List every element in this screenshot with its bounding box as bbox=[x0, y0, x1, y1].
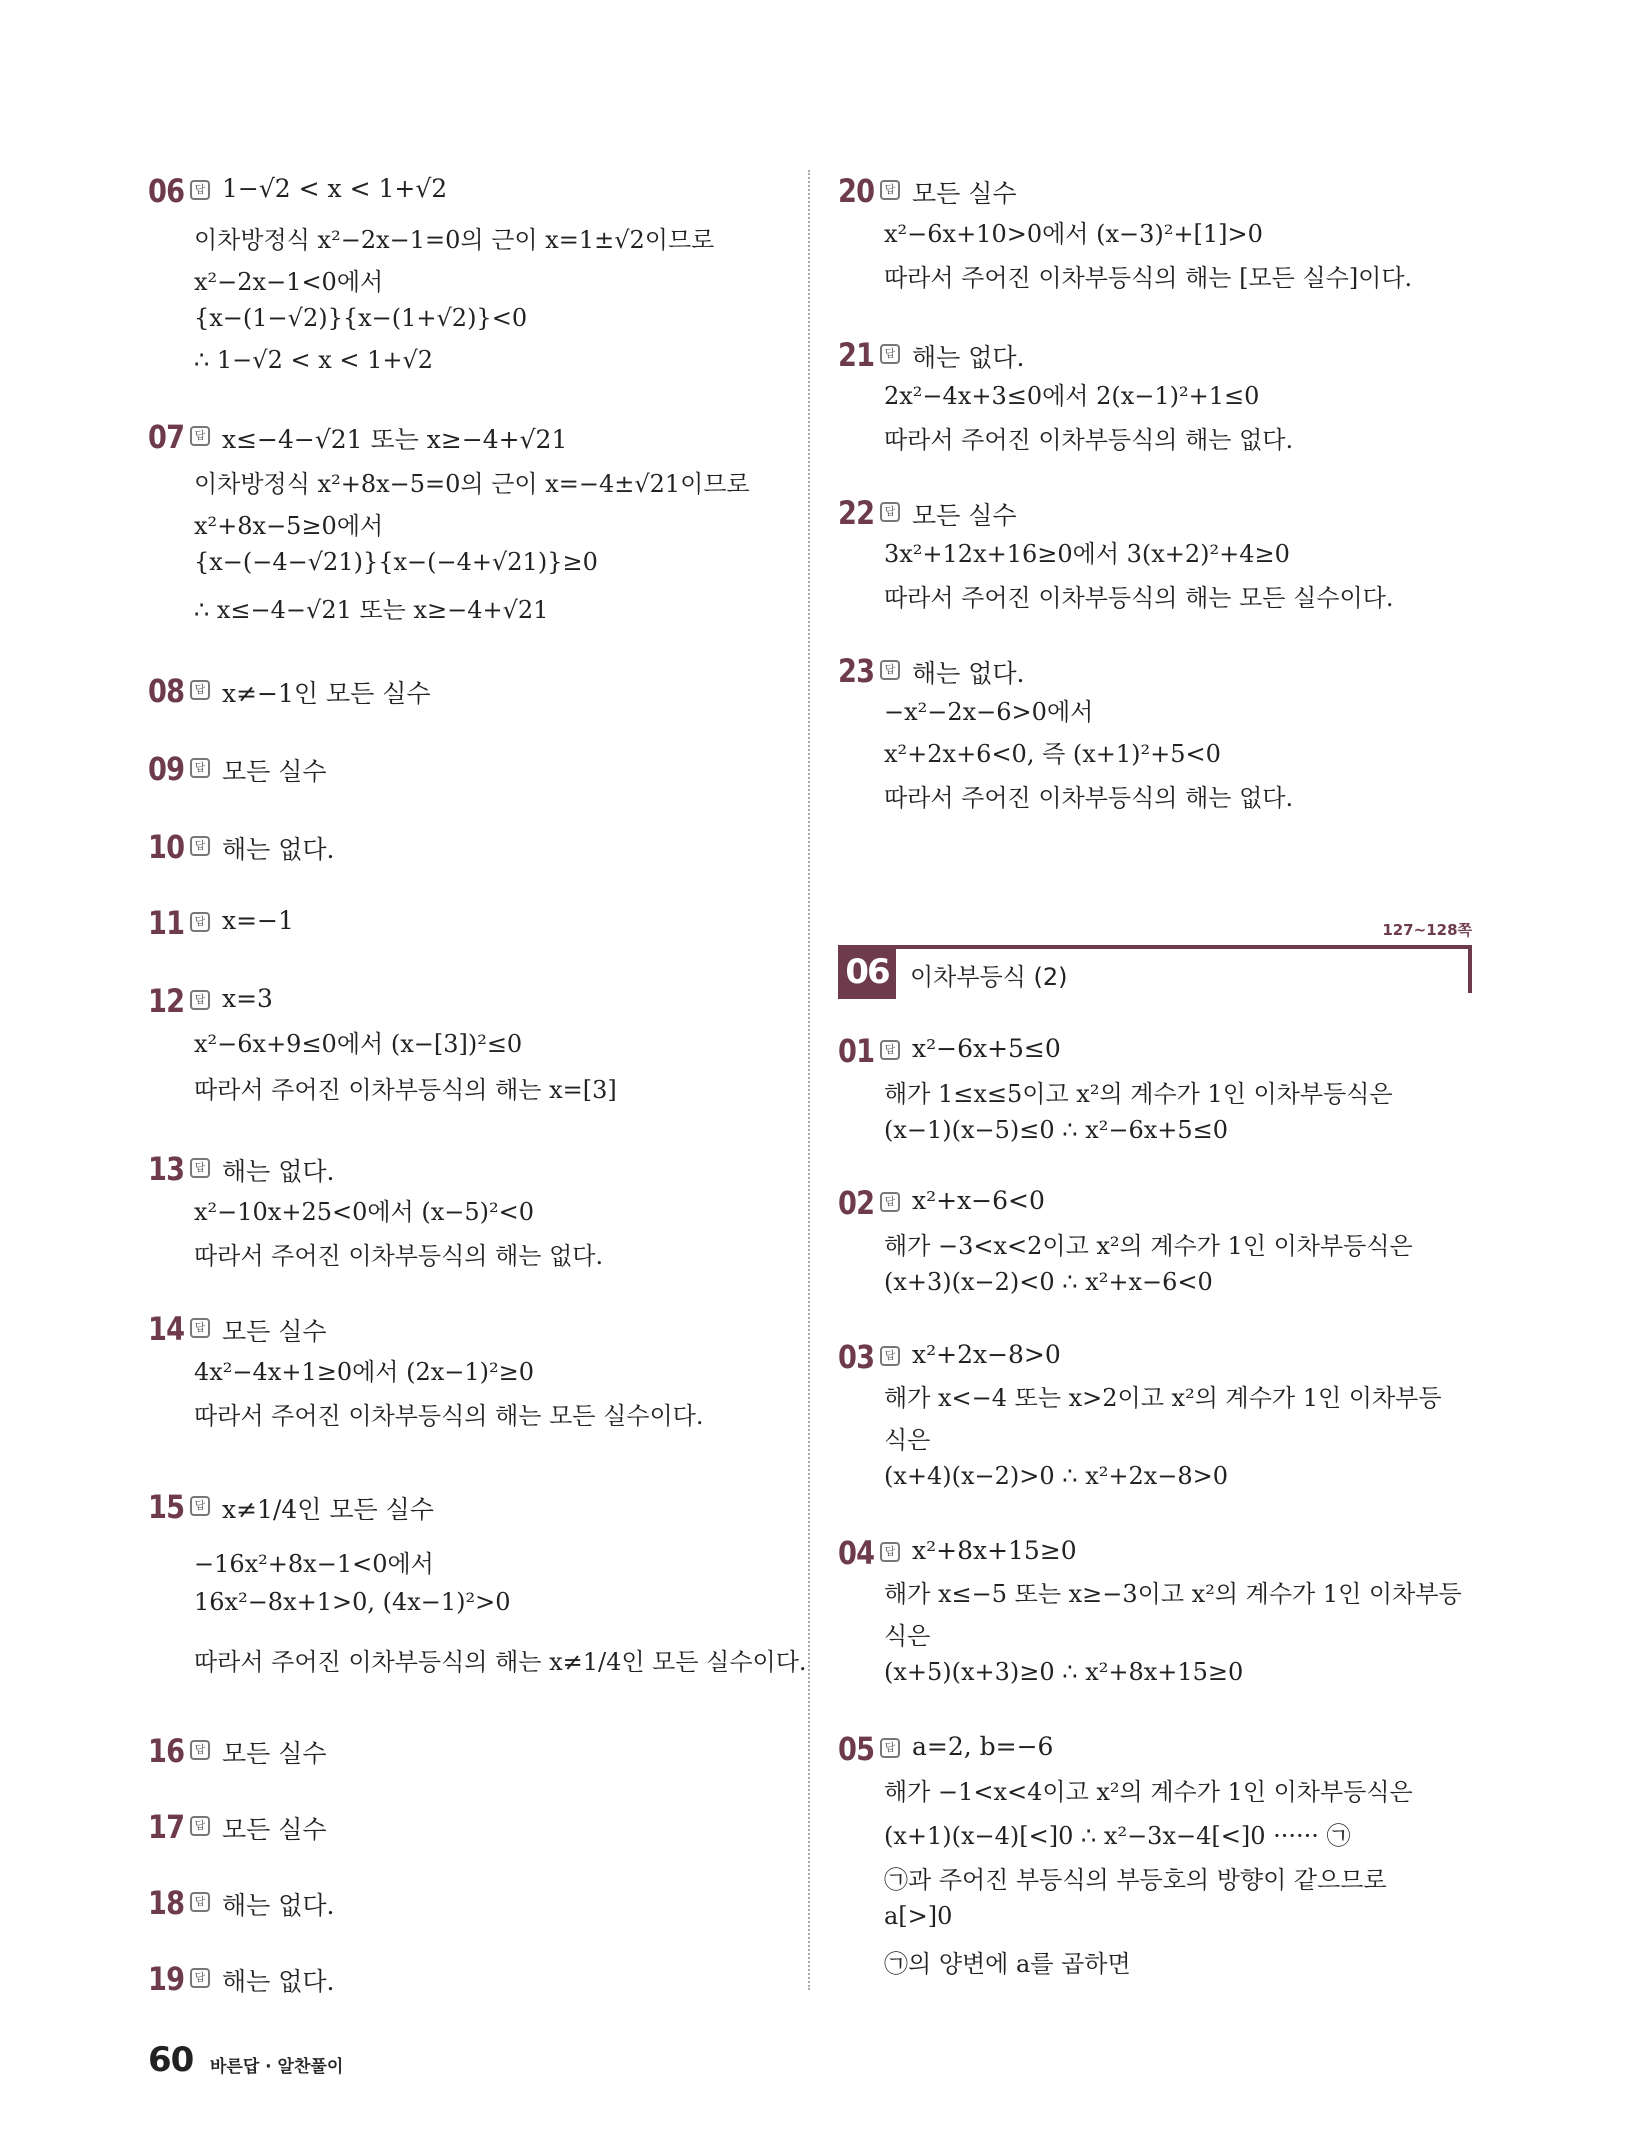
problem-number: 05 bbox=[838, 1730, 875, 1768]
problem-answer: 모든 실수 bbox=[222, 1317, 327, 1346]
problem-answer: 모든 실수 bbox=[912, 179, 1017, 208]
solution-line: 식은 bbox=[884, 1426, 931, 1454]
problem-number: 02 bbox=[838, 1184, 875, 1222]
solution-line: x²+8x−5≥0에서 bbox=[194, 512, 384, 540]
solution-line: 이차방정식 x²+8x−5=0의 근이 x=−4±√21이므로 bbox=[194, 470, 750, 498]
problem-number: 19 bbox=[148, 1960, 185, 1998]
solution-line: 따라서 주어진 이차부등식의 해는 x=[3] bbox=[194, 1076, 617, 1104]
answer-mark-icon: 답 bbox=[190, 426, 210, 446]
problem-number: 01 bbox=[838, 1032, 875, 1070]
solution-line: (x−1)(x−5)≤0 ∴ x²−6x+5≤0 bbox=[884, 1116, 1229, 1144]
answer-mark-icon: 답 bbox=[190, 1816, 210, 1836]
section-number: 06 bbox=[838, 945, 896, 999]
problem-number: 18 bbox=[148, 1884, 185, 1922]
problem-number: 13 bbox=[148, 1150, 185, 1188]
page-number: 60 bbox=[148, 2040, 194, 2080]
problem-answer: x≤−4−√21 또는 x≥−4+√21 bbox=[222, 425, 568, 454]
problem-answer: 모든 실수 bbox=[222, 1739, 327, 1768]
solution-line: (x+4)(x−2)>0 ∴ x²+2x−8>0 bbox=[884, 1462, 1229, 1490]
solution-line: 따라서 주어진 이차부등식의 해는 없다. bbox=[194, 1242, 604, 1270]
answer-mark-icon: 답 bbox=[190, 758, 210, 778]
answer-mark-icon: 답 bbox=[190, 1740, 210, 1760]
section-rule bbox=[838, 945, 1472, 949]
book-title: 바른답 · 알찬풀이 bbox=[210, 2057, 344, 2077]
problem-number: 07 bbox=[148, 418, 185, 456]
solution-line: {x−(−4−√21)}{x−(−4+√21)}≥0 bbox=[194, 548, 598, 576]
answer-mark-icon: 답 bbox=[880, 1542, 900, 1562]
solution-line: ∴ x≤−4−√21 또는 x≥−4+√21 bbox=[194, 596, 549, 624]
section-rule-end bbox=[1468, 945, 1472, 993]
answer-mark-icon: 답 bbox=[190, 1158, 210, 1178]
solution-line: −16x²+8x−1<0에서 bbox=[194, 1550, 434, 1578]
solution-line: 4x²−4x+1≥0에서 (2x−1)²≥0 bbox=[194, 1358, 535, 1386]
answer-mark-icon: 답 bbox=[190, 1892, 210, 1912]
problem-answer: 모든 실수 bbox=[222, 1815, 327, 1844]
page-range: 127~128쪽 bbox=[1382, 921, 1472, 939]
solution-line: (x+1)(x−4)[<]0 ∴ x²−3x−4[<]0 ······ ㉠ bbox=[884, 1822, 1351, 1850]
problem-number: 20 bbox=[838, 172, 875, 210]
answer-mark-icon: 답 bbox=[190, 912, 210, 932]
solution-line: ㉠의 양변에 a를 곱하면 bbox=[884, 1950, 1131, 1978]
solution-line: x²−2x−1<0에서 bbox=[194, 268, 384, 296]
problem-answer: 해는 없다. bbox=[222, 1967, 335, 1996]
answer-mark-icon: 답 bbox=[880, 1192, 900, 1212]
answer-mark-icon: 답 bbox=[190, 1968, 210, 1988]
problem-answer: 1−√2 < x < 1+√2 bbox=[222, 174, 448, 203]
section-title: 이차부등식 (2) bbox=[910, 963, 1068, 991]
solution-line: 해가 1≤x≤5이고 x²의 계수가 1인 이차부등식은 bbox=[884, 1080, 1393, 1108]
solution-line: ㉠과 주어진 부등식의 부등호의 방향이 같으므로 bbox=[884, 1866, 1387, 1894]
solution-line: 해가 x≤−5 또는 x≥−3이고 x²의 계수가 1인 이차부등 bbox=[884, 1580, 1462, 1608]
solution-line: x²−6x+9≤0에서 (x−[3])²≤0 bbox=[194, 1030, 523, 1058]
section-header bbox=[838, 921, 1472, 1003]
solution-line: 따라서 주어진 이차부등식의 해는 [모든 실수]이다. bbox=[884, 264, 1413, 292]
solution-line: −x²−2x−6>0에서 bbox=[884, 698, 1094, 726]
answer-mark-icon: 답 bbox=[190, 1318, 210, 1338]
problem-answer: 해는 없다. bbox=[912, 659, 1025, 688]
problem-number: 08 bbox=[148, 672, 185, 710]
problem-answer: x²+x−6<0 bbox=[912, 1186, 1045, 1215]
page-footer bbox=[148, 2040, 344, 2080]
answer-mark-icon: 답 bbox=[190, 180, 210, 200]
problem-number: 10 bbox=[148, 828, 185, 866]
solution-line: 따라서 주어진 이차부등식의 해는 없다. bbox=[884, 784, 1294, 812]
problem-number: 12 bbox=[148, 982, 185, 1020]
problem-answer: 모든 실수 bbox=[222, 757, 327, 786]
problem-answer: 해는 없다. bbox=[222, 1157, 335, 1186]
column-divider bbox=[808, 170, 810, 1990]
problem-number: 15 bbox=[148, 1488, 185, 1526]
problem-answer: 해는 없다. bbox=[222, 835, 335, 864]
solution-line: (x+3)(x−2)<0 ∴ x²+x−6<0 bbox=[884, 1268, 1213, 1296]
answer-mark-icon: 답 bbox=[190, 836, 210, 856]
answer-mark-icon: 답 bbox=[880, 180, 900, 200]
solution-line: a[>]0 bbox=[884, 1902, 953, 1930]
solution-line: 해가 −1<x<4이고 x²의 계수가 1인 이차부등식은 bbox=[884, 1778, 1413, 1806]
solution-line: 해가 −3<x<2이고 x²의 계수가 1인 이차부등식은 bbox=[884, 1232, 1413, 1260]
problem-answer: 해는 없다. bbox=[912, 343, 1025, 372]
answer-mark-icon: 답 bbox=[190, 990, 210, 1010]
solution-line: x²−6x+10>0에서 (x−3)²+[1]>0 bbox=[884, 220, 1263, 248]
problem-answer: a=2, b=−6 bbox=[912, 1732, 1054, 1761]
solution-line: 따라서 주어진 이차부등식의 해는 모든 실수이다. bbox=[884, 584, 1394, 612]
solution-line: ∴ 1−√2 < x < 1+√2 bbox=[194, 346, 434, 374]
solution-line: x²+2x+6<0, 즉 (x+1)²+5<0 bbox=[884, 740, 1221, 768]
problem-number: 06 bbox=[148, 172, 185, 210]
answer-mark-icon: 답 bbox=[190, 680, 210, 700]
solution-line: 따라서 주어진 이차부등식의 해는 x≠1/4인 모든 실수이다. bbox=[194, 1648, 807, 1676]
problem-number: 11 bbox=[148, 904, 185, 942]
solution-line: {x−(1−√2)}{x−(1+√2)}<0 bbox=[194, 304, 528, 332]
solution-line: 따라서 주어진 이차부등식의 해는 모든 실수이다. bbox=[194, 1402, 704, 1430]
answer-mark-icon: 답 bbox=[190, 1496, 210, 1516]
solution-line: 16x²−8x+1>0, (4x−1)²>0 bbox=[194, 1588, 511, 1616]
problem-number: 23 bbox=[838, 652, 875, 690]
solution-line: 따라서 주어진 이차부등식의 해는 없다. bbox=[884, 426, 1294, 454]
problem-answer: 해는 없다. bbox=[222, 1891, 335, 1920]
problem-number: 09 bbox=[148, 750, 185, 788]
answer-mark-icon: 답 bbox=[880, 1738, 900, 1758]
solution-line: 식은 bbox=[884, 1622, 931, 1650]
problem-answer: x≠1/4인 모든 실수 bbox=[222, 1495, 434, 1524]
answer-mark-icon: 답 bbox=[880, 1346, 900, 1366]
problem-answer: x=−1 bbox=[222, 906, 294, 935]
solution-line: x²−10x+25<0에서 (x−5)²<0 bbox=[194, 1198, 535, 1226]
solution-line: 이차방정식 x²−2x−1=0의 근이 x=1±√2이므로 bbox=[194, 226, 715, 254]
problem-answer: x²−6x+5≤0 bbox=[912, 1034, 1061, 1063]
problem-answer: x≠−1인 모든 실수 bbox=[222, 679, 431, 708]
problem-answer: x²+8x+15≥0 bbox=[912, 1536, 1077, 1565]
problem-number: 03 bbox=[838, 1338, 875, 1376]
solution-line: (x+5)(x+3)≥0 ∴ x²+8x+15≥0 bbox=[884, 1658, 1244, 1686]
answer-mark-icon: 답 bbox=[880, 1040, 900, 1060]
problem-answer: x²+2x−8>0 bbox=[912, 1340, 1061, 1369]
answer-mark-icon: 답 bbox=[880, 660, 900, 680]
problem-number: 14 bbox=[148, 1310, 185, 1348]
problem-answer: 모든 실수 bbox=[912, 501, 1017, 530]
solution-line: 3x²+12x+16≥0에서 3(x+2)²+4≥0 bbox=[884, 540, 1290, 568]
problem-number: 04 bbox=[838, 1534, 875, 1572]
problem-number: 21 bbox=[838, 336, 875, 374]
solution-line: 해가 x<−4 또는 x>2이고 x²의 계수가 1인 이차부등 bbox=[884, 1384, 1442, 1412]
problem-number: 17 bbox=[148, 1808, 185, 1846]
solution-line: 2x²−4x+3≤0에서 2(x−1)²+1≤0 bbox=[884, 382, 1260, 410]
problem-number: 16 bbox=[148, 1732, 185, 1770]
answer-mark-icon: 답 bbox=[880, 344, 900, 364]
answer-mark-icon: 답 bbox=[880, 502, 900, 522]
problem-answer: x=3 bbox=[222, 984, 273, 1013]
problem-number: 22 bbox=[838, 494, 875, 532]
